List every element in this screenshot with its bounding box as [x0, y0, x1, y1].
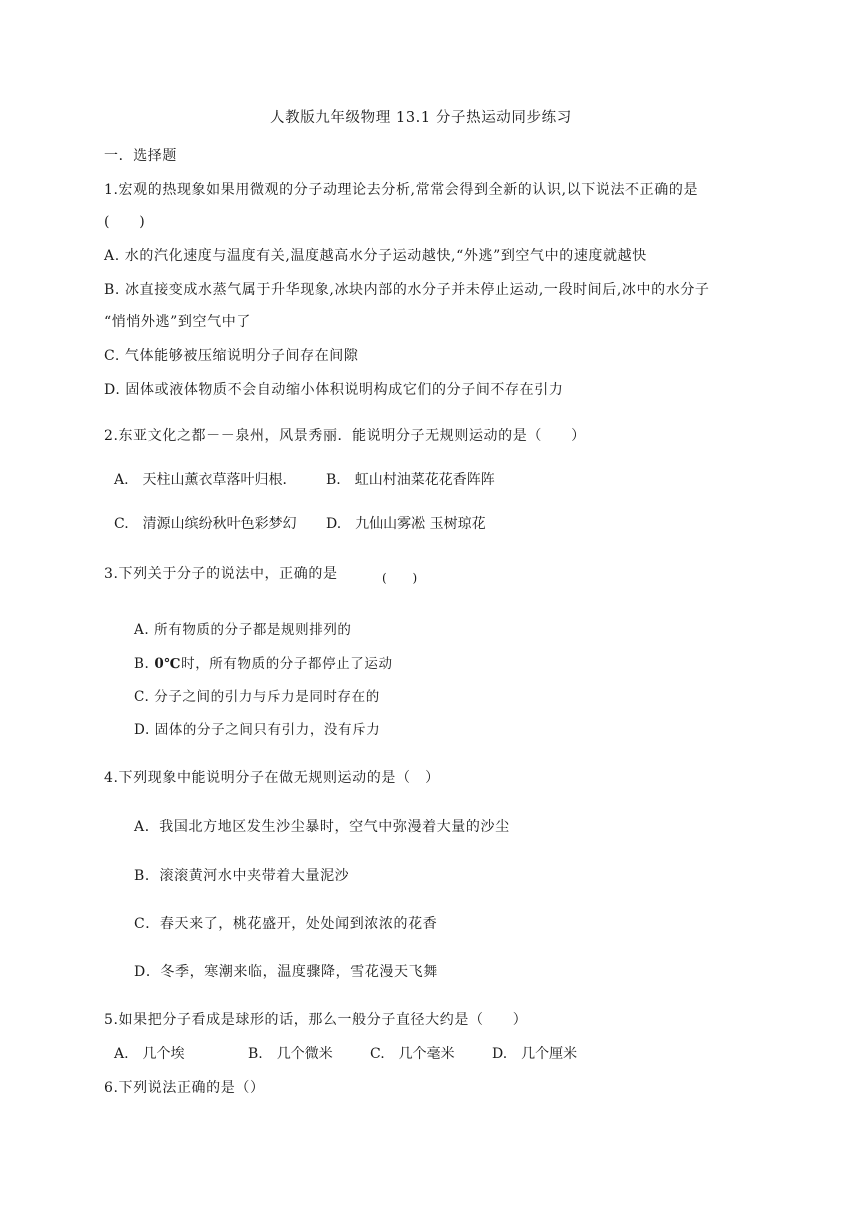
- q2-option-d: D. 九仙山雾凇 玉树琼花: [326, 516, 486, 532]
- q5-option-a: A. 几个埃: [114, 1046, 185, 1062]
- q3-option-b-text: 时，所有物质的分子都停止了运动: [181, 656, 393, 672]
- q5-option-c: C. 几个毫米: [370, 1046, 455, 1062]
- q5-option-d: D. 几个厘米: [492, 1046, 578, 1062]
- q2-stem: 2.东亚文化之都－－泉州，风景秀丽．能说明分子无规则运动的是（ ）: [104, 428, 586, 444]
- q3-answer-bracket: ( ): [382, 571, 418, 585]
- q4-stem: 4.下列现象中能说明分子在做无规则运动的是（ ）: [104, 770, 440, 786]
- q5-stem: 5.如果把分子看成是球形的话，那么一般分子直径大约是（ ）: [104, 1012, 528, 1028]
- q3-option-b: [134, 654, 393, 674]
- q4-option-b: B．滚滚黄河水中夹带着大量泥沙: [134, 868, 350, 884]
- q3-option-a: A. 所有物质的分子都是规则排列的: [134, 622, 352, 638]
- q3-option-b-temperature: 0℃: [154, 656, 182, 672]
- q4-option-a: A．我国北方地区发生沙尘暴时，空气中弥漫着大量的沙尘: [134, 819, 510, 835]
- q3-option-c: C. 分子之间的引力与斥力是同时存在的: [134, 689, 380, 705]
- q3-option-b-prefix: B.: [134, 656, 155, 672]
- q2-option-a: A. 天柱山薰衣草落叶归根．: [114, 472, 297, 488]
- q2-option-c: C. 清源山缤纷秋叶色彩梦幻: [114, 516, 297, 532]
- q3-stem: 3.下列关于分子的说法中，正确的是: [104, 566, 338, 582]
- q6-stem: 6.下列说法正确的是（）: [104, 1080, 265, 1096]
- q3-option-d: D. 固体的分子之间只有引力，没有斥力: [134, 722, 381, 738]
- q1-option-c: C. 气体能够被压缩说明分子间存在间隙: [104, 348, 359, 364]
- q1-stem-line2: ( ): [104, 214, 146, 230]
- section-heading: 一．选择题: [104, 148, 177, 164]
- q5-option-b: B. 几个微米: [248, 1046, 333, 1062]
- q2-options-row1: [0, 470, 860, 490]
- q5-options-row: [0, 1044, 860, 1064]
- q2-options-row2: [0, 514, 860, 534]
- q1-option-b-line2: “悄悄外逃”到空气中了: [104, 314, 251, 330]
- q4-option-d: D．冬季，寒潮来临，温度骤降，雪花漫天飞舞: [134, 964, 438, 980]
- document-title: 人教版九年级物理 13.1 分子热运动同步练习: [270, 110, 572, 126]
- q4-option-c: C．春天来了，桃花盛开，处处闻到浓浓的花香: [134, 916, 438, 932]
- q1-option-a: A. 水的汽化速度与温度有关,温度越高水分子运动越快,“外逃”到空气中的速度就越快: [104, 248, 647, 264]
- q1-option-d: D. 固体或液体物质不会自动缩小体积说明构成它们的分子间不存在引力: [104, 382, 564, 398]
- q1-stem-line1: 1.宏观的热现象如果用微观的分子动理论去分析,常常会得到全新的认识,以下说法不正确的是: [104, 182, 699, 198]
- q1-option-b-line1: B. 冰直接变成水蒸气属于升华现象,冰块内部的水分子并未停止运动,一段时间后,冰中的水分子: [104, 282, 710, 298]
- q2-option-b: B. 虹山村油菜花花香阵阵: [326, 472, 495, 488]
